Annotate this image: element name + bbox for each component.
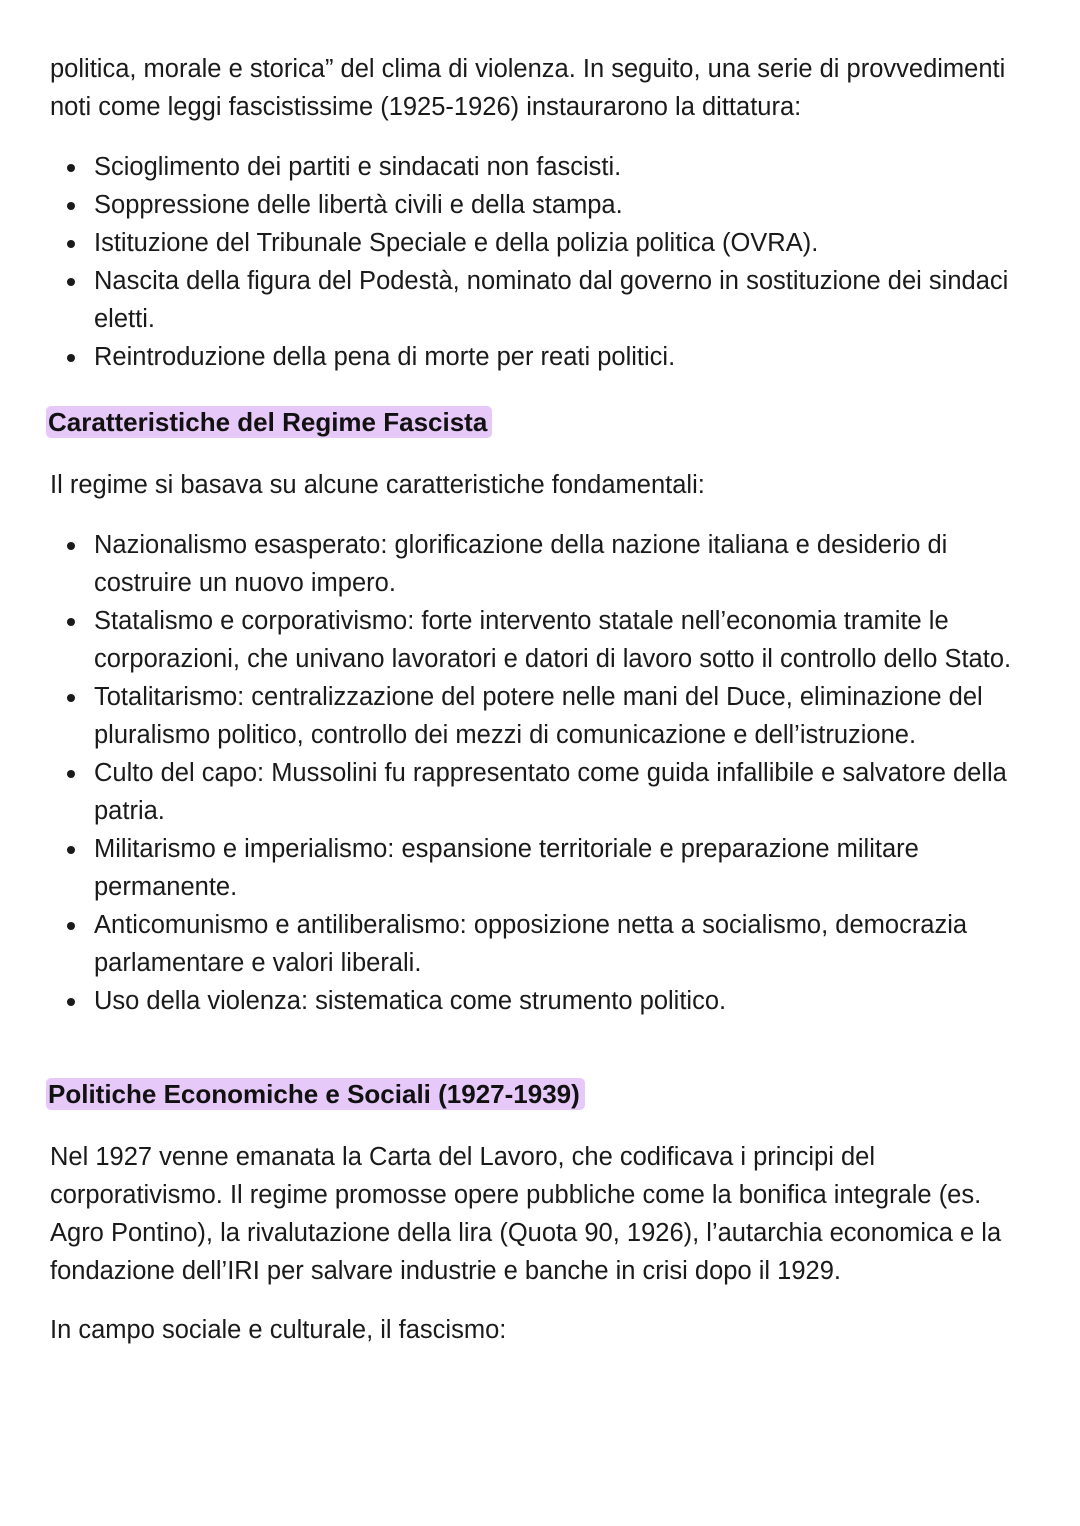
heading-wrapper (50, 406, 1040, 438)
list-item: Nazionalismo esasperato: glorificazione della nazione italiana e desiderio di costruire un nuovo impero. (94, 526, 1040, 602)
list-item: Soppressione delle libertà civili e della stampa. (94, 186, 1040, 224)
heading-wrapper (50, 1078, 1040, 1110)
list-item: Reintroduzione della pena di morte per reati politici. (94, 338, 1040, 376)
politiche-paragraph: Nel 1927 venne emanata la Carta del Lavoro, che codificava i principi del corporativismo. Il regime promosse opere pubbliche come la bonifica integrale (es. Agro Pontino), la rivalutazione della lira (Quota 90, 1926), l’autarchia economica e la fondazione dell’IRI per salvare industrie e banche in crisi dopo il 1929. (50, 1143, 1002, 1285)
section-heading-caratteristiche: Caratteristiche del Regime Fascista (46, 406, 492, 438)
list-item: Anticomunismo e antiliberalismo: opposizione netta a socialismo, democrazia parlamentare e valori liberali. (94, 906, 1040, 982)
caratteristiche-list (50, 526, 1040, 1020)
politiche-social-intro: In campo sociale e culturale, il fascismo: (50, 1316, 507, 1344)
list-item: Nascita della figura del Podestà, nominato dal governo in sostituzione dei sindaci eletti. (94, 262, 1040, 338)
list-item: Militarismo e imperialismo: espansione territoriale e preparazione militare permanente. (94, 830, 1040, 906)
list-item: Totalitarismo: centralizzazione del potere nelle mani del Duce, eliminazione del pluralismo politico, controllo dei mezzi di comunicazione e dell’istruzione. (94, 678, 1040, 754)
leggi-fascistissime-list (50, 148, 1040, 376)
list-item: Statalismo e corporativismo: forte intervento statale nell’economia tramite le corporazioni, che univano lavoratori e datori di lavoro sotto il controllo dello Stato. (94, 602, 1040, 678)
intro-paragraph: politica, morale e storica” del clima di violenza. In seguito, una serie di provvedimenti noti come leggi fascistissime (1925-1926) instaurarono la dittatura: (50, 55, 1006, 121)
caratteristiche-intro: Il regime si basava su alcune caratteristiche fondamentali: (50, 471, 705, 499)
list-item: Istituzione del Tribunale Speciale e della polizia politica (OVRA). (94, 224, 1040, 262)
list-item: Uso della violenza: sistematica come strumento politico. (94, 982, 1040, 1020)
list-item: Culto del capo: Mussolini fu rappresentato come guida infallibile e salvatore della patria. (94, 754, 1040, 830)
list-item: Scioglimento dei partiti e sindacati non fascisti. (94, 148, 1040, 186)
document-page (50, 50, 1040, 1349)
section-heading-politiche: Politiche Economiche e Sociali (1927-1939) (46, 1078, 585, 1110)
